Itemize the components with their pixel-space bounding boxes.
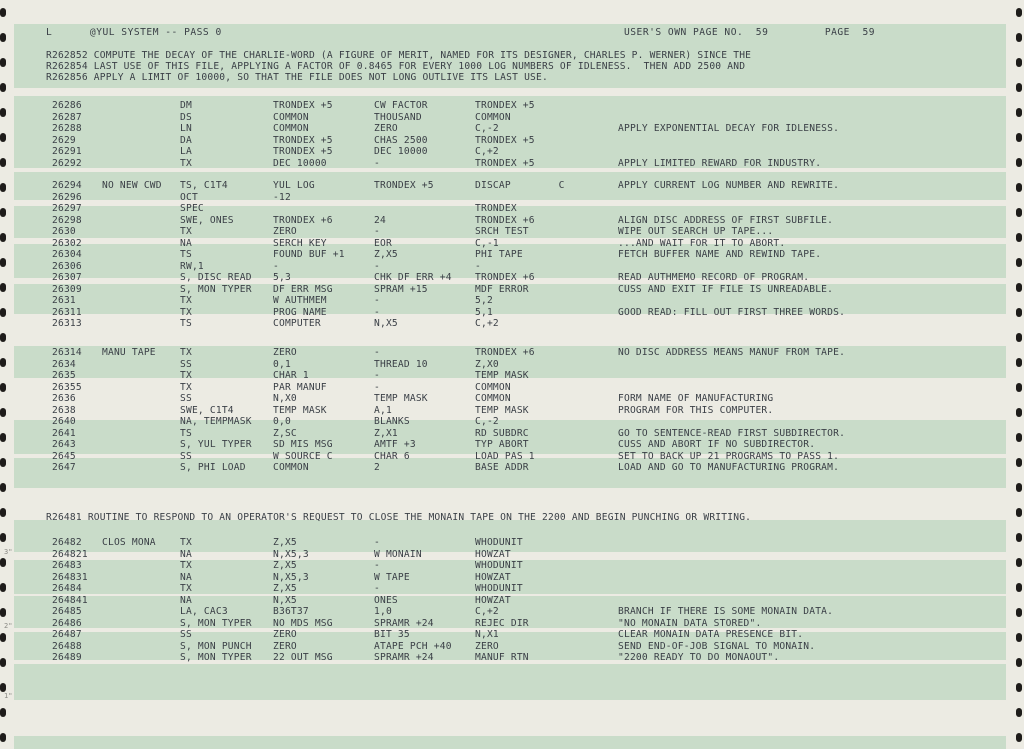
listing-cell-op: S, YUL TYPER xyxy=(180,439,252,450)
listing-cell-addr: 22 OUT MSG xyxy=(273,652,333,663)
feed-hole xyxy=(0,383,6,392)
listing-cell-a3: C,+2 xyxy=(475,318,499,329)
feed-hole xyxy=(1016,683,1022,692)
listing-cell-addr: DF ERR MSG xyxy=(273,283,333,295)
listing-cell-loc: 26292 xyxy=(52,157,82,169)
listing-cell-addr: COMPUTER xyxy=(273,318,321,329)
listing-cell-a2: CW FACTOR xyxy=(374,100,428,111)
feed-hole xyxy=(0,58,6,67)
feed-hole xyxy=(0,83,6,92)
listing-cell-a3: SRCH TEST xyxy=(475,226,529,237)
listing-cell-a3: TRONDEX +6 xyxy=(475,347,535,358)
feed-hole xyxy=(1016,208,1022,217)
feed-hole xyxy=(1016,8,1022,17)
listing-cell-addr: TRONDEX +5 xyxy=(273,100,333,111)
listing-cell-addr: W SOURCE C xyxy=(273,450,333,462)
listing-cell-addr: DEC 10000 xyxy=(273,157,327,169)
listing-cell-addr: ZERO xyxy=(273,629,297,640)
listing-cell-op: SWE, ONES xyxy=(180,214,234,226)
listing-cell-a2: - xyxy=(374,381,380,393)
listing-cell-loc: 2640 xyxy=(52,416,76,427)
listing-cell-addr: -12 xyxy=(273,191,291,203)
listing-cell-addr: PAR MANUF xyxy=(273,381,327,393)
listing-cell-loc: 2645 xyxy=(52,450,76,462)
feed-hole xyxy=(1016,483,1022,492)
listing-cell-a2: THOUSAND xyxy=(374,111,422,123)
listing-cell-addr: Z,X5 xyxy=(273,537,297,548)
listing-cell-op: NA xyxy=(180,594,192,606)
feed-hole xyxy=(0,633,6,642)
listing-cell-cmt: PROGRAM FOR THIS COMPUTER. xyxy=(618,404,774,416)
listing-cell-addr: TRONDEX +6 xyxy=(273,214,333,226)
listing-cell-op: LA, CAC3 xyxy=(180,606,228,617)
listing-cell-addr: ZERO xyxy=(273,226,297,237)
listing-cell-addr: COMMON xyxy=(273,123,309,134)
listing-cell-addr: Z,X5 xyxy=(273,560,297,571)
feed-hole xyxy=(1016,33,1022,42)
feed-hole xyxy=(1016,283,1022,292)
listing-cell-a2: A,1 xyxy=(374,404,392,416)
feed-hole xyxy=(1016,458,1022,467)
listing-cell-a2: ONES xyxy=(374,594,398,606)
listing-cell-op: TX xyxy=(180,583,192,594)
listing-cell-cmt: ...AND WAIT FOR IT TO ABORT. xyxy=(618,237,786,249)
listing-cell-a2: CHAR 6 xyxy=(374,450,410,462)
feed-hole xyxy=(1016,533,1022,542)
listing-cell-loc: 26286 xyxy=(52,100,82,111)
listing-cell-cmt: SEND END-OF-JOB SIGNAL TO MONAIN. xyxy=(618,640,816,652)
feed-hole xyxy=(1016,558,1022,567)
listing-cell-loc: 2636 xyxy=(52,393,76,404)
feed-hole xyxy=(1016,58,1022,67)
listing-cell-loc: 2634 xyxy=(52,358,76,370)
listing-cell-op: OCT xyxy=(180,191,198,203)
listing-cell-loc: 26355 xyxy=(52,381,82,393)
listing-cell-op: SS xyxy=(180,450,192,462)
listing-cell-a3: ZERO xyxy=(475,640,499,652)
feed-hole xyxy=(0,283,6,292)
feed-hole xyxy=(0,433,6,442)
listing-cell-tag: CLOS MONA xyxy=(102,537,156,548)
feed-hole xyxy=(1016,633,1022,642)
listing-cell-addr: PROG NAME xyxy=(273,306,327,318)
listing-cell-op: TS, C1T4 xyxy=(180,180,228,191)
listing-cell-a2: SPRAM +15 xyxy=(374,283,428,295)
listing-cell-a3: MANUF RTN xyxy=(475,652,529,663)
listing-cell-a2: - xyxy=(374,537,380,548)
listing-cell-addr: N,X5,3 xyxy=(273,571,309,583)
listing-cell-cmt: FORM NAME OF MANUFACTURING xyxy=(618,393,774,404)
listing-cell-a3: TRONDEX xyxy=(475,203,517,214)
listing-cell-op: TS xyxy=(180,427,192,439)
listing-cell-op: DM xyxy=(180,100,192,111)
margin-note: 1" xyxy=(4,692,13,700)
listing-cell-cmt: "NO MONAIN DATA STORED". xyxy=(618,617,762,629)
listing-cell-a3: TRONDEX +6 xyxy=(475,214,535,226)
listing-cell-a3: TRONDEX +6 xyxy=(475,272,535,283)
listing-cell-a3: C,+2 xyxy=(475,146,499,157)
listing-cell-a2: - xyxy=(374,560,380,571)
listing-cell-loc: 2643 xyxy=(52,439,76,450)
feed-hole xyxy=(0,558,6,567)
listing-cell-loc: 26314 xyxy=(52,347,82,358)
listing-cell-cmt: APPLY LIMITED REWARD FOR INDUSTRY. xyxy=(618,157,822,169)
feed-hole xyxy=(0,108,6,117)
feed-hole xyxy=(0,133,6,142)
listing-cell-a2: TRONDEX +5 xyxy=(374,180,434,191)
listing-cell-op: SS xyxy=(180,358,192,370)
listing-cell-op: S, PHI LOAD xyxy=(180,462,246,473)
listing-cell-a3: WHODUNIT xyxy=(475,583,523,594)
listing-cell-op: TX xyxy=(180,370,192,381)
listing-cell-loc: 2638 xyxy=(52,404,76,416)
listing-cell-a2: - xyxy=(374,583,380,594)
feed-hole xyxy=(1016,358,1022,367)
feed-hole xyxy=(0,308,6,317)
feed-hole xyxy=(1016,433,1022,442)
listing-cell-a2: 24 xyxy=(374,214,386,226)
listing-cell-op: DA xyxy=(180,134,192,146)
feed-hole xyxy=(1016,83,1022,92)
listing-cell-a3: 5,1 xyxy=(475,306,493,318)
feed-hole xyxy=(1016,733,1022,742)
listing-cell-tag: NO NEW CWD xyxy=(102,180,162,191)
listing-cell-cmt: ALIGN DISC ADDRESS OF FIRST SUBFILE. xyxy=(618,214,834,226)
feed-hole xyxy=(1016,133,1022,142)
listing-cell-loc: 264841 xyxy=(52,594,88,606)
listing-cell-a2: W TAPE xyxy=(374,571,410,583)
listing-cell-a2: - xyxy=(374,260,380,272)
listing-cell-loc: 26487 xyxy=(52,629,82,640)
listing-cell-loc: 26288 xyxy=(52,123,82,134)
listing-cell-loc: 26488 xyxy=(52,640,82,652)
feed-hole xyxy=(0,683,6,692)
listing-cell-cmt: "2200 READY TO DO MONAOUT". xyxy=(618,652,780,663)
listing-cell-op: NA xyxy=(180,548,192,560)
feed-hole xyxy=(1016,258,1022,267)
feed-hole xyxy=(1016,383,1022,392)
listing-cell-addr: 5,3 xyxy=(273,272,291,283)
listing-cell-a3: REJEC DIR xyxy=(475,617,529,629)
feed-hole xyxy=(1016,183,1022,192)
listing-cell-addr: Z,SC xyxy=(273,427,297,439)
listing-cell-a2: DEC 10000 xyxy=(374,146,428,157)
feed-hole xyxy=(1016,108,1022,117)
feed-hole xyxy=(0,258,6,267)
feed-hole xyxy=(1016,333,1022,342)
listing-cell-cmt: CUSS AND EXIT IF FILE IS UNREADABLE. xyxy=(618,283,834,295)
listing-cell-addr: 0,1 xyxy=(273,358,291,370)
listing-cell-a2: - xyxy=(374,295,380,306)
listing-cell-op: TX xyxy=(180,295,192,306)
listing-cell-loc: 26489 xyxy=(52,652,82,663)
listing-cell-a3: Z,X0 xyxy=(475,358,499,370)
feed-hole xyxy=(1016,658,1022,667)
listing-cell-addr: TEMP MASK xyxy=(273,404,327,416)
listing-cell-addr: NO MDS MSG xyxy=(273,617,333,629)
feed-hole xyxy=(0,658,6,667)
listing-cell-cmt: NO DISC ADDRESS MEANS MANUF FROM TAPE. xyxy=(618,347,846,358)
feed-hole xyxy=(0,708,6,717)
listing-cell-a3: COMMON xyxy=(475,393,511,404)
listing-cell-loc: 264831 xyxy=(52,571,88,583)
listing-cell-a3: WHODUNIT xyxy=(475,560,523,571)
listing-cell-loc: 26304 xyxy=(52,249,82,260)
listing-cell-loc: 26294 xyxy=(52,180,82,191)
listing-cell-a3: 5,2 xyxy=(475,295,493,306)
margin-note: 2" xyxy=(4,622,13,630)
listing-cell-a2: 1,0 xyxy=(374,606,392,617)
listing-cell-a3: C,-1 xyxy=(475,237,499,249)
tractor-feed-holes-left xyxy=(0,0,13,749)
listing-cell-cmt: CUSS AND ABORT IF NO SUBDIRECTOR. xyxy=(618,439,816,450)
listing-cell-a3: RD SUBDRC xyxy=(475,427,529,439)
listing-cell-addr: B36T37 xyxy=(273,606,309,617)
listing-cell-op: S, DISC READ xyxy=(180,272,252,283)
listing-cell-loc: 26309 xyxy=(52,283,82,295)
listing-cell-a3: BASE ADDR xyxy=(475,462,529,473)
feed-hole xyxy=(1016,233,1022,242)
listing-header-left: L @YUL SYSTEM -- PASS 0 xyxy=(46,27,222,38)
listing-cell-a2: TEMP MASK xyxy=(374,393,428,404)
listing-cell-addr: SD MIS MSG xyxy=(273,439,333,450)
listing-cell-a3: TRONDEX +5 xyxy=(475,100,535,111)
listing-cell-cmt: APPLY CURRENT LOG NUMBER AND REWRITE. xyxy=(618,180,840,191)
listing-cell-a2: Z,X1 xyxy=(374,427,398,439)
feed-hole xyxy=(1016,608,1022,617)
listing-cell-op: S, MON PUNCH xyxy=(180,640,252,652)
listing-cell-a2: - xyxy=(374,226,380,237)
listing-cell-a3: TRONDEX +5 xyxy=(475,157,535,169)
listing-cell-a2: ZERO xyxy=(374,123,398,134)
listing-cell-a2: 2 xyxy=(374,462,380,473)
listing-cell-loc: 2631 xyxy=(52,295,76,306)
listing-cell-a2: - xyxy=(374,370,380,381)
listing-cell-a3: DISCAP C xyxy=(475,180,565,191)
listing-cell-addr: Z,X5 xyxy=(273,583,297,594)
listing-cell-addr: TRONDEX +5 xyxy=(273,134,333,146)
listing-cell-a3: HOWZAT xyxy=(475,548,511,560)
listing-cell-cmt: READ AUTHMEMO RECORD OF PROGRAM. xyxy=(618,272,810,283)
listing-cell-loc: 26482 xyxy=(52,537,82,548)
listing-cell-loc: 26486 xyxy=(52,617,82,629)
listing-cell-op: TX xyxy=(180,537,192,548)
feed-hole xyxy=(0,608,6,617)
tractor-feed-holes-right xyxy=(1014,0,1024,749)
listing-cell-a2: ATAPE PCH +40 xyxy=(374,640,452,652)
listing-cell-a2: SPRAMR +24 xyxy=(374,652,434,663)
listing-cell-loc: 2630 xyxy=(52,226,76,237)
listing-cell-a2: BLANKS xyxy=(374,416,410,427)
feed-hole xyxy=(0,8,6,17)
listing-cell-a3: WHODUNIT xyxy=(475,537,523,548)
listing-cell-addr: COMMON xyxy=(273,462,309,473)
listing-cell-op: S, MON TYPER xyxy=(180,617,252,629)
feed-hole xyxy=(0,333,6,342)
listing-cell-op: RW,1 xyxy=(180,260,204,272)
listing-cell-loc: 26311 xyxy=(52,306,82,318)
listing-cell-addr: COMMON xyxy=(273,111,309,123)
listing-cell-cmt: GO TO SENTENCE-READ FIRST SUBDIRECTOR. xyxy=(618,427,846,439)
listing-cell-op: NA, TEMPMASK xyxy=(180,416,252,427)
listing-cell-loc: 26298 xyxy=(52,214,82,226)
listing-cell-op: SS xyxy=(180,629,192,640)
listing-cell-a3: MDF ERROR xyxy=(475,283,529,295)
listing-cell-op: NA xyxy=(180,571,192,583)
listing-cell-addr: SERCH KEY xyxy=(273,237,327,249)
feed-hole xyxy=(0,158,6,167)
green-bar xyxy=(14,736,1006,749)
feed-hole xyxy=(0,508,6,517)
listing-cell-loc: 264821 xyxy=(52,548,88,560)
listing-cell-a3: COMMON xyxy=(475,111,511,123)
listing-cell-a2: - xyxy=(374,157,380,169)
listing-cell-a2: BIT 35 xyxy=(374,629,410,640)
feed-hole xyxy=(0,358,6,367)
listing-cell-a2: AMTF +3 xyxy=(374,439,416,450)
listing-cell-addr: - xyxy=(273,260,279,272)
listing-cell-a3: TRONDEX +5 xyxy=(475,134,535,146)
listing-cell-loc: 26287 xyxy=(52,111,82,123)
listing-header-right: USER'S OWN PAGE NO. 59 PAGE 59 xyxy=(624,27,876,38)
feed-hole xyxy=(0,183,6,192)
feed-hole xyxy=(0,583,6,592)
feed-hole xyxy=(1016,508,1022,517)
listing-cell-a3: C,+2 xyxy=(475,606,499,617)
listing-cell-a3: PHI TAPE xyxy=(475,249,523,260)
listing-cell-a3: C,-2 xyxy=(475,416,499,427)
remark-line: R262854 LAST USE OF THIS FILE, APPLYING A FACTOR OF 0.8465 FOR EVERY 1000 LOG NUMBERS OF IDLENESS. THEN ADD 2500 AND xyxy=(46,61,746,72)
listing-cell-op: LN xyxy=(180,123,192,134)
listing-cell-loc: 26484 xyxy=(52,583,82,594)
listing-cell-op: S, MON TYPER xyxy=(180,283,252,295)
feed-hole xyxy=(1016,408,1022,417)
feed-hole xyxy=(0,33,6,42)
listing-cell-a3: LOAD PAS 1 xyxy=(475,450,535,462)
feed-hole xyxy=(0,483,6,492)
listing-cell-op: TS xyxy=(180,318,192,329)
feed-hole xyxy=(0,208,6,217)
listing-cell-loc: 26302 xyxy=(52,237,82,249)
listing-cell-loc: 26313 xyxy=(52,318,82,329)
listing-cell-loc: 26485 xyxy=(52,606,82,617)
listing-cell-op: DS xyxy=(180,111,192,123)
listing-cell-loc: 2635 xyxy=(52,370,76,381)
listing-cell-tag: MANU TAPE xyxy=(102,347,156,358)
listing-cell-a3: HOWZAT xyxy=(475,594,511,606)
listing-cell-cmt: SET TO BACK UP 21 PROGRAMS TO PASS 1. xyxy=(618,450,840,462)
listing-cell-a2: CHK DF ERR +4 xyxy=(374,272,452,283)
listing-cell-cmt: WIPE OUT SEARCH UP TAPE... xyxy=(618,226,774,237)
feed-hole xyxy=(1016,708,1022,717)
listing-cell-a3: TYP ABORT xyxy=(475,439,529,450)
listing-cell-a2: - xyxy=(374,347,380,358)
listing-cell-cmt: LOAD AND GO TO MANUFACTURING PROGRAM. xyxy=(618,462,840,473)
listing-cell-addr: YUL LOG xyxy=(273,180,315,191)
listing-cell-loc: 2647 xyxy=(52,462,76,473)
listing-cell-addr: N,X5 xyxy=(273,594,297,606)
listing-cell-addr: W AUTHMEM xyxy=(273,295,327,306)
listing-cell-a3: COMMON xyxy=(475,381,511,393)
listing-cell-a3: TEMP MASK xyxy=(475,404,529,416)
listing-cell-loc: 26307 xyxy=(52,272,82,283)
listing-cell-op: LA xyxy=(180,146,192,157)
listing-cell-a2: CHAS 2500 xyxy=(374,134,428,146)
feed-hole xyxy=(1016,308,1022,317)
feed-hole xyxy=(0,233,6,242)
listing-cell-op: TX xyxy=(180,560,192,571)
listing-cell-a2: THREAD 10 xyxy=(374,358,428,370)
feed-hole xyxy=(0,458,6,467)
listing-cell-op: S, MON TYPER xyxy=(180,652,252,663)
listing-cell-a2: EOR xyxy=(374,237,392,249)
listing-cell-op: TX xyxy=(180,157,192,169)
listing-cell-loc: 26306 xyxy=(52,260,82,272)
listing-cell-cmt: BRANCH IF THERE IS SOME MONAIN DATA. xyxy=(618,606,834,617)
listing-cell-op: TX xyxy=(180,381,192,393)
remark-line: R262852 COMPUTE THE DECAY OF THE CHARLIE-WORD (A FIGURE OF MERIT, NAMED FOR ITS DESIGNER, CHARLES P. WERNER) SINCE THE xyxy=(46,50,752,61)
listing-cell-loc: 26297 xyxy=(52,203,82,214)
listing-cell-a2: Z,X5 xyxy=(374,249,398,260)
feed-hole xyxy=(0,733,6,742)
listing-cell-loc: 26296 xyxy=(52,191,82,203)
listing-cell-cmt: GOOD READ: FILL OUT FIRST THREE WORDS. xyxy=(618,306,846,318)
listing-cell-op: SS xyxy=(180,393,192,404)
feed-hole xyxy=(0,533,6,542)
listing-cell-addr: N,X0 xyxy=(273,393,297,404)
feed-hole xyxy=(0,408,6,417)
listing-cell-a3: N,X1 xyxy=(475,629,499,640)
listing-cell-op: SWE, C1T4 xyxy=(180,404,234,416)
listing-cell-op: SPEC xyxy=(180,203,204,214)
listing-cell-loc: 2641 xyxy=(52,427,76,439)
remark-line: R262856 APPLY A LIMIT OF 10000, SO THAT THE FILE DOES NOT LONG OUTLIVE ITS LAST USE. xyxy=(46,72,548,83)
listing-cell-addr: FOUND BUF +1 xyxy=(273,249,345,260)
listing-cell-op: TX xyxy=(180,347,192,358)
listing-cell-a2: SPRAMR +24 xyxy=(374,617,434,629)
listing-cell-op: TS xyxy=(180,249,192,260)
listing-cell-addr: TRONDEX +5 xyxy=(273,146,333,157)
listing-cell-addr: ZERO xyxy=(273,347,297,358)
listing-cell-a3: - xyxy=(475,260,481,272)
listing-cell-a2: - xyxy=(374,306,380,318)
listing-cell-loc: 26291 xyxy=(52,146,82,157)
listing-cell-a2: N,X5 xyxy=(374,318,398,329)
listing-cell-a3: TEMP MASK xyxy=(475,370,529,381)
listing-cell-cmt: CLEAR MONAIN DATA PRESENCE BIT. xyxy=(618,629,804,640)
listing-cell-a3: C,-2 xyxy=(475,123,499,134)
remark-line: R26481 ROUTINE TO RESPOND TO AN OPERATOR'S REQUEST TO CLOSE THE MONAIN TAPE ON THE 2200 AND BEGIN PUNCHING OR WRITING. xyxy=(46,512,752,523)
listing-cell-cmt: FETCH BUFFER NAME AND REWIND TAPE. xyxy=(618,249,822,260)
feed-hole xyxy=(1016,158,1022,167)
listing-cell-loc: 26483 xyxy=(52,560,82,571)
listing-cell-addr: 0,0 xyxy=(273,416,291,427)
listing-cell-op: TX xyxy=(180,226,192,237)
listing-cell-op: TX xyxy=(180,306,192,318)
listing-cell-cmt: APPLY EXPONENTIAL DECAY FOR IDLENESS. xyxy=(618,123,840,134)
margin-note: 3" xyxy=(4,548,13,556)
listing-cell-addr: CHAR 1 xyxy=(273,370,309,381)
listing-cell-loc: 2629 xyxy=(52,134,76,146)
listing-cell-op: NA xyxy=(180,237,192,249)
listing-cell-a2: W MONAIN xyxy=(374,548,422,560)
green-bar xyxy=(14,664,1006,700)
listing-cell-addr: N,X5,3 xyxy=(273,548,309,560)
listing-cell-a3: HOWZAT xyxy=(475,571,511,583)
listing-cell-addr: ZERO xyxy=(273,640,297,652)
feed-hole xyxy=(1016,583,1022,592)
